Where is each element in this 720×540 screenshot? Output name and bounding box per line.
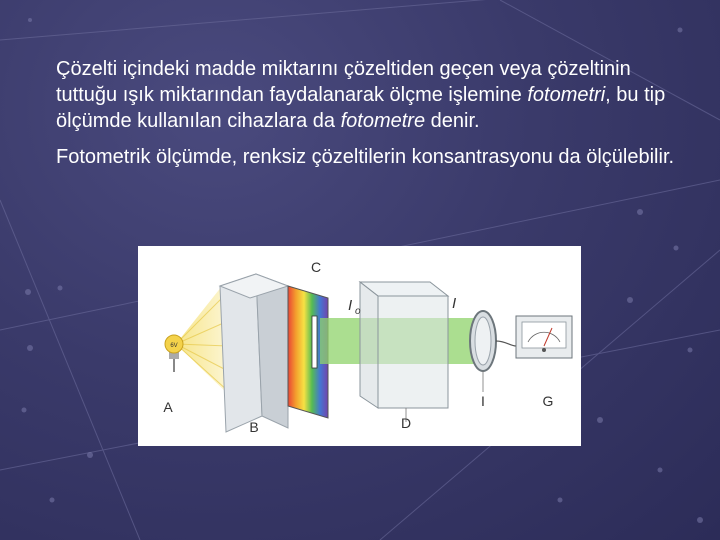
label-b: B: [249, 419, 259, 435]
label-i: I: [481, 393, 485, 409]
label-g: G: [542, 393, 554, 409]
prism: [220, 274, 288, 432]
photometer-diagram: [138, 246, 581, 446]
bulb-label: 6V: [170, 343, 178, 349]
term-fotometre: fotometre: [340, 110, 426, 132]
label-a: A: [163, 399, 173, 415]
detector-lens: [470, 311, 516, 392]
paragraph1-part1: Çözelti içindeki madde miktarını çözeltiden geçen veya çözeltinin tuttuğu ışık miktarından faydalanarak ölçme işlemine: [56, 58, 631, 106]
galvanometer: [516, 316, 572, 358]
term-fotometri: fotometri: [527, 84, 606, 106]
label-i0-subscript: o: [355, 306, 361, 317]
light-bulb: [165, 335, 183, 372]
paragraph-definition: [56, 56, 686, 134]
paragraph1-part2: , bu tip ölçümde kullanılan cihazlara da: [56, 84, 666, 132]
cuvette: [360, 282, 448, 422]
label-c: C: [310, 259, 322, 275]
label-i-transmitted: I: [452, 295, 457, 312]
content-text: [56, 56, 686, 180]
label-d: D: [400, 415, 412, 431]
paragraph1-part3: denir.: [425, 110, 480, 132]
paragraph-colorless-solutions: Fotometrik ölçümde, renksiz çözeltilerin konsantrasyonu da ölçülebilir.: [56, 146, 675, 168]
label-i0: I: [348, 297, 353, 314]
